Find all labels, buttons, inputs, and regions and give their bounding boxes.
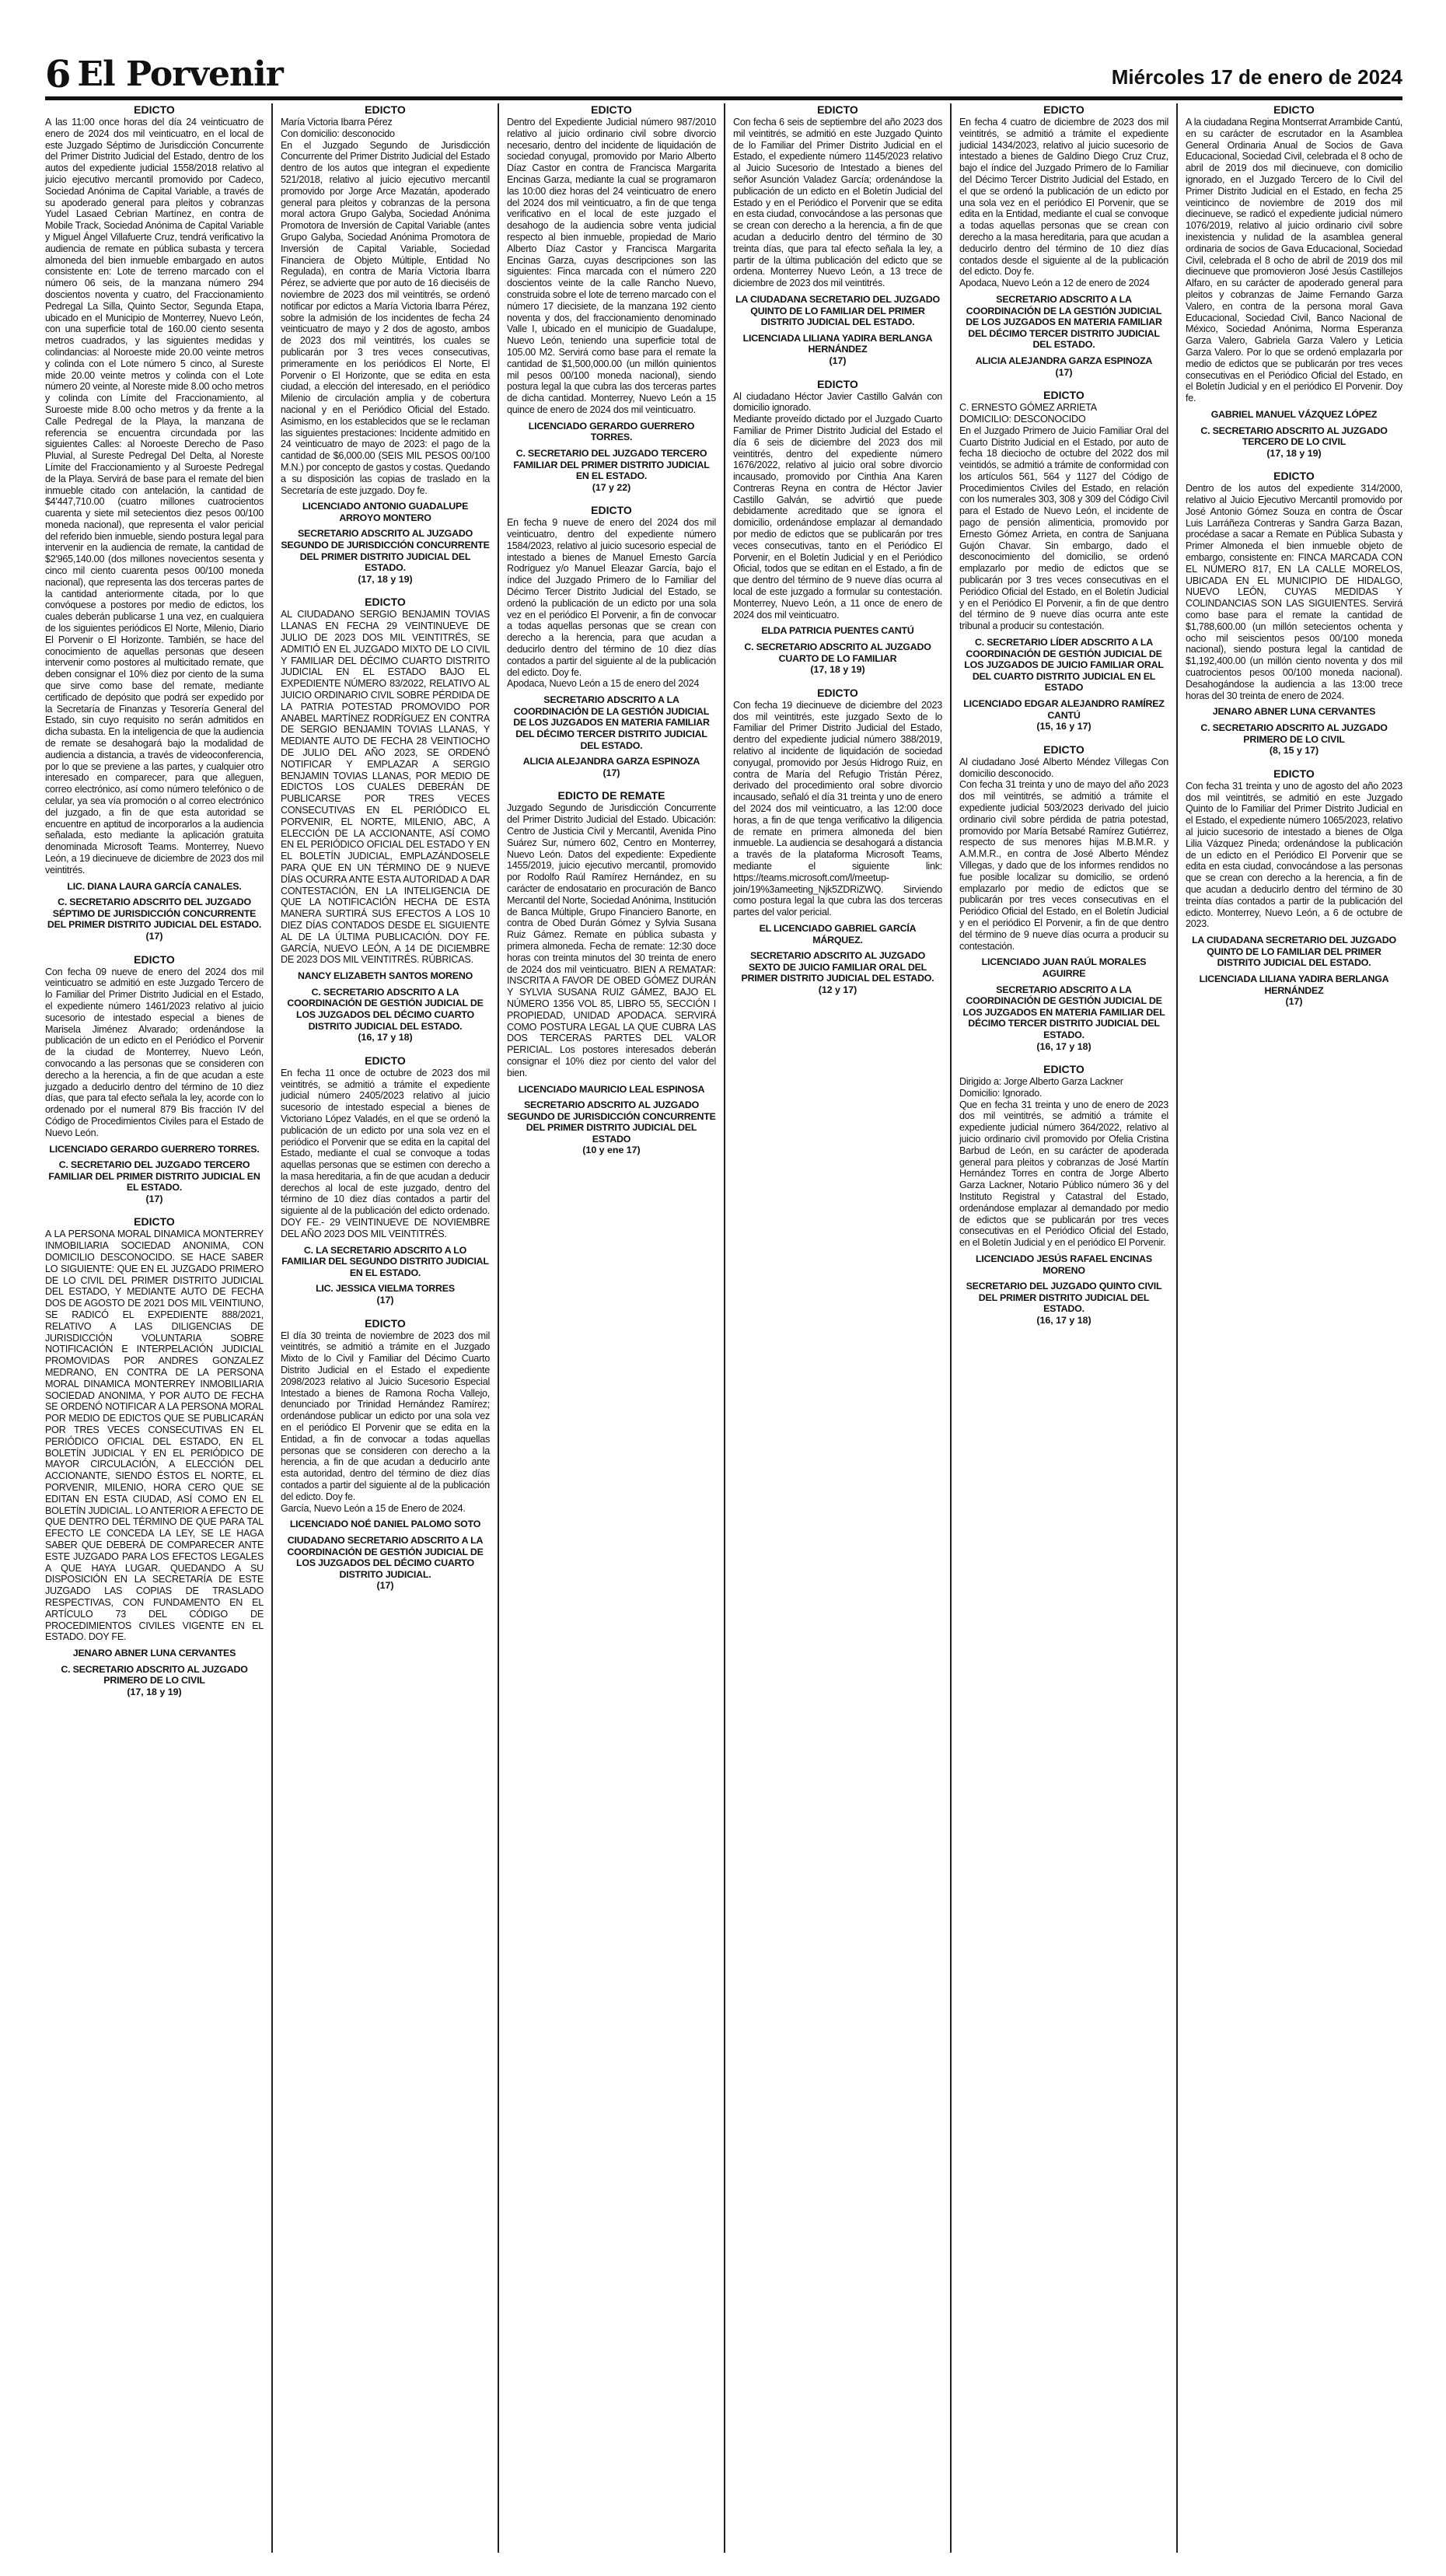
notice-signature: C. SECRETARIO ADSCRITO AL JUZGADO TERCERO DE LO CIVIL <box>1200 425 1388 448</box>
notice-paragraph: DOMICILIO: DESCONOCIDO <box>959 413 1086 425</box>
notice-title: EDICTO <box>1043 389 1084 402</box>
notice-paragraph: Con fecha 31 treinta y uno de mayo del año 2023 dos mil veintitrés, se admitió a trámite el expediente judicial 503/2023 derivado del juicio ordinario civil sobre pérdida de patria potestad, promovido por María Betsabé Ramírez Gutiérrez, respecto de sus menores hijas M.B.M.R. y A.M.M.R., en contra de José Alberto Méndez Villegas, y dado que de los informes rendidos no fue posible localizar su domicilio, se ordenó emplazarlo por medio de edictos que se publicarán por tres veces consecutivas en el Periódico Oficial del Estado, en el Boletín Judicial y en el periódico El Porvenir, a fin de que dentro del término de 9 nueve días ocurra a producir su contestación. <box>959 779 1168 952</box>
notice-signature: C. LA SECRETARIO ADSCRITO A LO FAMILIAR DEL SEGUNDO DISTRITO JUDICIAL EN EL ESTADO. <box>281 1244 489 1278</box>
publication-dates: (16, 17 y 18) <box>1036 1315 1091 1326</box>
notice-signature: LIC. JESSICA VIELMA TORRES <box>316 1283 455 1295</box>
notice-paragraph: Con fecha 31 treinta y uno de agosto del año 2023 dos mil veintitrés, se admitió en este Juzgado Quinto de lo Familiar del Primer Distrito Judicial en el Estado, el expediente número 1065/2023, relativo al juicio sucesorio de intestado a bienes de Olga Lilia Vázquez Pineda; ordenándose la publicación de un edicto en el Periódico El Porvenir que se edita en esta ciudad, convocándose a las personas que se crean con derecho a la herencia, a fin de que acudan a deducirlo dentro del término de 30 treinta días contados a partir de la publicación del edicto. Monterrey, Nuevo León, a 6 de octubre de 2023. <box>1186 780 1402 930</box>
notice-title: EDICTO <box>134 952 175 966</box>
notice-signature: LICENCIADO JUAN RAÚL MORALES AGUIRRE <box>981 956 1147 979</box>
notice-signature: C. SECRETARIO ADSCRITO A LA COORDINACIÓN DE GESTIÓN JUDICIAL DE LOS JUZGADOS DEL DÉCIMO CUARTO DISTRITO JUDICIAL DEL ESTADO. <box>287 986 484 1032</box>
legal-notice <box>507 504 716 778</box>
legal-notice <box>281 103 490 585</box>
notice-title: EDICTO <box>817 103 858 116</box>
publication-dates: (17) <box>376 1580 394 1592</box>
legal-notice <box>733 378 942 676</box>
notice-paragraph: En fecha 9 nueve de enero del 2024 dos mil veinticuatro, dentro del expediente número 1584/2023, relativo al juicio sucesorio especial de intestado a bienes de Manuel Ernesto García Rodríguez y/o Manuel Eleazar García, bajo el índice del Juzgado Primero de lo Familiar del Décimo Tercer Distrito Judicial del Estado, se ordenó la publicación de un edicto por una sola vez en el periódico El Porvenir, a fin de convocar a todas aquellas personas que se crean con derecho a la herencia, para que acudan a deducirlo dentro del término de 10 diez días contados a partir del siguiente al de la publicación del edicto. Doy fe. <box>507 517 716 678</box>
notice-signature: ALICIA ALEJANDRA GARZA ESPINOZA <box>975 355 1153 366</box>
notice-paragraph: María Victoria Ibarra Pérez <box>281 117 393 128</box>
legal-notice <box>507 789 716 1156</box>
notice-paragraph: García, Nuevo León a 15 de Enero de 2024. <box>281 1502 466 1514</box>
notice-signature: SECRETARIO ADSCRITO A LA COORDINACIÓN DE GESTIÓN JUDICIAL DE LOS JUZGADOS EN MATERIA FAMILIAR DEL DÉCIMO TERCER DISTRITO JUDICIAL DEL ESTADO. <box>962 984 1165 1040</box>
legal-notice <box>281 596 490 1043</box>
notice-paragraph: Juzgado Segundo de Jurisdicción Concurrente del Primer Distrito Judicial del Estado. Ubicación: Centro de Justicia Civil y Mercantil, Avenida Pino Suárez Sur, número 602, Centro en Monterrey, Nuevo León. Datos del expediente: Expediente 1455/2019, juicio ejecutivo mercantil, promovido por Rodolfo Raúl Ramírez Hernández, en su carácter de endosatario en procuración de Banco Mercantil del Norte, Sociedad Anónima, Institución de Banca Múltiple, Grupo Financiero Banorte, en contra de Obed Durán Gómez y Sylvia Susana Ruiz Gámez. Remate en pública subasta y primera almoneda. Fecha de remate: 12:30 doce horas con treinta minutos del 30 treinta de enero de 2024 dos mil veinticuatro. BIEN A REMATAR: INSCRITA A FAVOR DE OBED GÓMEZ DURÁN Y SYLVIA SUSANA RUIZ GÁMEZ, BAJO EL NÚMERO 1356 VOL 85, LIBRO 55, SECCIÓN I PROPIEDAD, UNIDAD APODACA. SERVIRÁ COMO POSTURA LEGAL LA QUE CUBRA LAS DOS TERCERAS PARTES DEL VALOR PERICIAL. Los postores interesados deberán consignar el 10% diez por ciento del valor del bien. <box>507 802 716 1078</box>
notice-paragraph: Dentro del Expediente Judicial número 987/2010 relativo al juicio ordinario civil sobre divorcio necesario, dentro del incidente de liquidación de sociedad conyugal, promovido por Mario Alberto Díaz Castor en contra de Francisca Margarita Encinas Garza, mediante la cual se programaron las 10:00 diez horas del 24 veinticuatro de enero del 2024 dos mil veinticuatro, a fin de que tenga verificativo en el local de este juzgado el desahogo de la audiencia sobre venta judicial respecto al bien inmueble, propiedad de Mario Alberto Díaz Castor y Francisca Margarita Encinas Garza, cuyas descripciones son las siguientes: Finca marcada con el número 220 doscientos veinte de la calle Rancho Nuevo, construida sobre el lote de terreno marcado con el número 17 diecisiete, de la manzana 192 ciento noventa y dos, del fraccionamiento denominado Valle I, ubicado en el municipio de Guadalupe, Nuevo León, teniendo una superficie total de 105.00 M2. Servirá como base para el remate la cantidad de $1,500,000.00 (un millón quinientos mil pesos 00/100 moneda nacional), siendo postura legal la que cubra las dos terceras partes de dicha cantidad. Monterrey, Nuevo León a 15 quince de enero de 2024 dos mil veinticuatro. <box>507 117 716 415</box>
legal-notice <box>45 953 264 1205</box>
publication-dates: (17) <box>145 930 163 942</box>
notice-paragraph: Dentro de los autos del expediente 314/2000, relativo al Juicio Ejecutivo Mercantil promovido por José Antonio Gómez Souza en contra de Óscar Luis Larráñeza Contreras y Sandra Garza Bazan, procédase a sacar a Remate en Pública Subasta y Primer Almoneda el bien inmueble objeto de embargo, consistente en: FINCA MARCADA CON EL NÚMERO 817, EN LA CALLE MORELOS, UBICADA EN EL MUNICIPIO DE HIDALGO, NUEVO LEÓN, CUYAS MEDIDAS Y COLINDANCIAS SON LAS SIGUIENTES. Servirá como base para el remate la cantidad de $1,788,600.00 (un millón setecientos ochenta y ocho mil seiscientos pesos 00/100 moneda nacional), siendo postura legal la cantidad de $1,192,400.00 (un millón ciento noventa y dos mil cuatrocientos pesos 00/100 moneda nacional). Desahogándose la audiencia a las 13:00 trece horas del 30 treinta de enero de 2024. <box>1186 483 1402 701</box>
notice-signature: C. SECRETARIO ADSCRITO DEL JUZGADO SÉPTIMO DE JURISDICCIÓN CONCURRENTE DEL PRIMER DISTRITO JUDICIAL DEL ESTADO. <box>47 897 262 931</box>
notice-title: EDICTO <box>1043 743 1084 756</box>
publication-dates: (16, 17 y 18) <box>1036 1040 1091 1052</box>
notice-signature: GABRIEL MANUEL VÁZQUEZ LÓPEZ <box>1210 408 1378 420</box>
notice-signature: EL LICENCIADO GABRIEL GARCÍA MÁRQUEZ. <box>759 922 917 945</box>
notice-signature: LICENCIADA LILIANA YADIRA BERLANGA HERNÁNDEZ <box>742 332 933 355</box>
notice-title: EDICTO <box>365 1054 406 1067</box>
publication-dates: (17, 18 y 19) <box>1266 447 1322 459</box>
publication-dates: (17) <box>602 767 620 778</box>
publication-dates: (17) <box>376 1295 394 1306</box>
legal-notice <box>45 1215 264 1697</box>
column-4 <box>724 103 950 2553</box>
notice-signature: LICENCIADO NOÉ DANIEL PALOMO SOTO <box>289 1519 481 1530</box>
notice-signature: C. SECRETARIO DEL JUZGADO TERCERO FAMILIAR DEL PRIMER DISTRITO JUDICIAL EN EL ESTADO. <box>48 1159 260 1194</box>
column-3 <box>498 103 724 2553</box>
notice-paragraph: Con domicilio: desconocido <box>281 128 395 139</box>
header-rule <box>45 96 1402 100</box>
legal-notice <box>281 1317 490 1592</box>
notice-signature: LA CIUDADANA SECRETARIO DEL JUZGADO QUINTO DE LO FAMILIAR DEL PRIMER DISTRITO JUDICIAL DEL ESTADO. <box>1192 935 1396 969</box>
publication-dates: (15, 16 y 17) <box>1036 721 1091 732</box>
notice-signature: JENARO ABNER LUNA CERVANTES <box>72 1648 236 1659</box>
legal-notice <box>959 743 1168 1052</box>
notice-title: EDICTO <box>134 1215 175 1229</box>
notice-title: EDICTO <box>365 596 406 609</box>
notice-title: EDICTO <box>134 103 175 116</box>
column-2 <box>271 103 498 2553</box>
notice-signature: LICENCIADO MAURICIO LEAL ESPINOSA <box>518 1083 705 1095</box>
notice-signature: SECRETARIO ADSCRITO A LA COORDINACIÓN DE LA GESTIÓN JUDICIAL DE LOS JUZGADOS EN MATERIA FAMILIAR DEL DÉCIMO TERCER DISTRITO JUDICIAL DEL ESTADO. <box>966 293 1162 351</box>
publication-dates: (17) <box>1285 996 1303 1008</box>
publication-dates: (8, 15 y 17) <box>1269 745 1319 757</box>
column-5 <box>950 103 1176 2553</box>
notice-signature: LA CIUDADANA SECRETARIO DEL JUZGADO QUINTO DE LO FAMILIAR DEL PRIMER DISTRITO JUDICIAL DEL ESTADO. <box>735 293 940 328</box>
notice-signature: C. SECRETARIO LÍDER ADSCRITO A LA COORDINACIÓN DE GESTIÓN JUDICIAL DE LOS JUZGADOS DE JUICIO FAMILIAR ORAL DEL CUARTO DISTRITO JUDICIAL EN EL ESTADO <box>964 637 1164 694</box>
publication-dates: (17, 18 y 19) <box>358 573 413 585</box>
notice-paragraph: En el Juzgado Primero de Juicio Familiar Oral del Cuarto Distrito Judicial en el Estado, por auto de fecha 18 dieciocho de octubre del 2022 dos mil veintidós, se admitió a trámite de conformidad con los artículos 561, 564 y 1127 del Código de Procedimientos Civiles del Estado, en relación con los numerales 303, 308 y 309 del Código Civil para el Estado de Nuevo León, el incidente de pago de pensión alimenticia, promovido por Ernesto Gómez Arrieta, en contra de Sanjuana Gujón Chavar. Sin embargo, dado el desconocimiento del domicilio, se ordenó emplazarlo por medio de edictos que se publicarán por 3 tres veces consecutivas en el Periódico Oficial del Estado, en el Boletín Judicial y en el Periódico El Porvenir, a fin de que dentro del término de 9 nueve días ocurra ante este tribunal a producir su contestación. <box>959 425 1168 632</box>
notice-title: EDICTO DE REMATE <box>557 789 665 802</box>
notice-signature: CIUDADANO SECRETARIO ADSCRITO A LA COORDINACIÓN DE GESTIÓN JUDICIAL DE LOS JUZGADOS DEL DÉCIMO CUARTO DISTRITO JUDICIAL. <box>287 1534 484 1580</box>
column-6 <box>1176 103 1402 2553</box>
brand <box>45 53 283 96</box>
notice-paragraph: En fecha 11 once de octubre de 2023 dos mil veintitrés, se admitió a trámite el expediente judicial número 2405/2023 relativo al juicio sucesorio de intestado especial a bienes de Victoriano López Valadés, en el que se ordenó la publicación de un edicto por una sola vez en el periódico el Porvenir que se edita en la capital del Estado, mediante el cual se convoque a todas aquellas personas que se estimen con derecho a la masa hereditaria, a fin de que acudan a deducir derechos al local de este juzgado, dentro del término de 10 diez días contados a partir del siguiente al de la publicación del edicto ordenado. DOY FE.- 29 VEINTINUEVE DE NOVIEMBRE DEL AÑO 2023 DOS MIL VEINTITRÉS. <box>281 1067 490 1239</box>
notice-title: EDICTO <box>365 103 406 116</box>
notice-signature: LICENCIADO ANTONIO GUADALUPE ARROYO MONTERO <box>302 501 469 523</box>
notice-signature: SECRETARIO ADSCRITO AL JUZGADO SEGUNDO DE JURISDICCIÓN CONCURRENTE DEL PRIMER DISTRITO JUDICIAL DEL ESTADO <box>507 1099 716 1145</box>
notice-paragraph: Al ciudadano José Alberto Méndez Villegas Con domicilio desconocido. <box>959 756 1168 779</box>
notice-paragraph: Domicilio: Ignorado. <box>959 1087 1043 1099</box>
notice-signature: LICENCIADO GERARDO GUERRERO TORRES. <box>49 1143 260 1155</box>
notice-paragraph: Al ciudadano Héctor Javier Castillo Galván con domicilio ignorado. <box>733 390 942 414</box>
publication-dates: (17) <box>829 355 847 366</box>
notice-title: EDICTO <box>1273 767 1315 780</box>
notice-signature: C. SECRETARIO ADSCRITO AL JUZGADO CUARTO DE LO FAMILIAR <box>744 641 931 664</box>
publication-dates: (10 y ene 17) <box>582 1145 641 1156</box>
publication-dates: (16, 17 y 18) <box>358 1032 413 1043</box>
notice-paragraph: Con fecha 6 seis de septiembre del año 2023 dos mil veintitrés, se admitió en este Juzgado Quinto de lo Familiar del Primer Distrito Judicial en el Estado, el expediente número 1145/2023 relativo al Juicio Sucesorio de Intestado a bienes del señor Asunción Valadez García; ordenándose la publicación de un edicto en el Boletín Judicial del Estado y en el Periódico el Porvenir que se edita en esta ciudad, convocándose a las personas que se crean con derecho a la herencia, a fin de que acudan a deducirlo dentro del término de 30 treinta días, que para tal efecto señala la ley, a partir de la última publicación del edicto que se ordena. Monterrey Nuevo León, a 13 trece de diciembre de 2023 dos mil veintitrés. <box>733 117 942 289</box>
legal-notice <box>1186 103 1402 459</box>
issue-date: Miércoles 17 de enero de 2024 <box>1111 65 1402 89</box>
notice-title: EDICTO <box>1273 470 1315 483</box>
page-number: 6 <box>45 53 70 96</box>
notice-signature: C. SECRETARIO ADSCRITO AL JUZGADO PRIMERO DE LO CIVIL <box>1200 722 1388 745</box>
legal-notice <box>959 1063 1168 1326</box>
notice-columns <box>45 103 1402 2553</box>
legal-notice <box>959 389 1168 732</box>
notice-title: EDICTO <box>365 1316 406 1330</box>
notice-signature: C. SECRETARIO ADSCRITO AL JUZGADO PRIMERO DE LO CIVIL <box>61 1663 248 1686</box>
legal-notice <box>733 687 942 996</box>
notice-signature: LICENCIADO JESÚS RAFAEL ENCINAS MORENO <box>976 1253 1152 1276</box>
legal-notice <box>507 103 716 493</box>
notice-paragraph: En el Juzgado Segundo de Jurisdicción Concurrente del Primer Distrito Judicial del Estado dentro de los autos que integran el expediente 521/2018, relativo al juicio ejecutivo mercantil promovido por Jorge Arce Mazatán, apoderado general para pleitos y cobranzas de la persona moral actora Grupo Galyba, Sociedad Anónima Promotora de Inversión de Capital Variable (antes Grupo Galyba, Sociedad Anónima Promotora de Inversión de Capital Variable, Sociedad Financiera de Objeto Múltiple, Entidad No Regulada), en contra de María Victoria Ibarra Pérez, se advierte que por auto de 16 dieciséis de noviembre de 2023 dos mil veintitrés, se ordenó notificar por edictos a María Victoria Ibarra Pérez, sobre la admisión de los incidentes de fecha 24 veinticuatro de mayo y 2 dos de agosto, ambos de 2023 dos mil veintitrés, los cuales se publicarán por 3 tres veces consecutivas, primeramente en los periódicos El Norte, El Porvenir o El Horizonte, que se edita en esta ciudad, a elección del interesado, en el periódico Milenio de circulación amplia y de cobertura nacional y en el Periódico Oficial del Estado. Asimismo, en los establecidos que se le reclaman las siguientes prestaciones: Incidente admitido en 24 veinticuatro de mayo de 2023: el pago de la cantidad de $6,000.00 (SEIS MIL PESOS 00/100 M.N.) por concepto de gastos y costas. Quedando a su disposición las copias de traslado en la Secretaría de este juzgado. Doy fe. <box>281 139 490 496</box>
publication-dates: (12 y 17) <box>818 984 857 995</box>
notice-paragraph: Apodaca, Nuevo León a 15 de enero del 2024 <box>507 678 700 690</box>
notice-paragraph: A las 11:00 once horas del día 24 veinticuatro de enero de 2024 dos mil veinticuatro, en el local de este Juzgado Séptimo de Jurisdicción Concurrente del Primer Distrito Judicial del Estado, dentro de los autos del expediente judicial 1558/2018 relativo al juicio ejecutivo mercantil promovido por Cadeco, Sociedad Anónima de Capital Variable, a través de su apoderado general para pleitos y cobranzas Yudel Lasaed Cebrian Martínez, en contra de Mobile Track, Sociedad Anónima de Capital Variable y Miguel Ángel Villafuerte Cruz, tendrá verificativo la audiencia de remate en pública subasta y tercera almoneda del bien inmueble embargado en autos consistente en: Lote de terreno marcado con el número 06 seis, de la manzana número 294 doscientos noventa y cuatro, del Fraccionamiento Pedregal La Silla, Quinto Sector, Segunda Etapa, ubicado en el Municipio de Monterrey, Nuevo León, con una superficie total de 160.00 ciento sesenta metros cuadrados, y las siguientes medidas y colindancias: al Noroeste mide 20.00 veinte metros y colinda con el Lote número 5 cinco, al Sureste mide 20.00 veinte metros y colinda con el Lote número 20 veinte, al Noreste mide 8.00 ocho metros y colinda con Límite del Fraccionamiento, al Suroeste mide 8.00 ocho metros y da frente a la Calle Pedregal de la Playa, la manzana de referencia se encuentra circundada por las siguientes Calles: al Noroeste Derecho de Paso Pluvial, al Sureste Pedregal Del Delta, al Noreste Límite del Fraccionamiento y al Suroeste Pedregal de la Playa. Servirá de base para el remate del bien inmueble citado con antelación, la cantidad de $4'447,710.00 (cuatro millones cuatrocientos cuarenta y siete mil setecientos diez pesos 00/100 moneda nacional), que representa el valor pericial del referido bien inmueble, siendo postura legal para intervenir en la audiencia de remate, la cantidad de $2'965,140.00 (dos millones novecientos sesenta y cinco mil ciento cuarenta pesos 00/100 moneda nacional), que representa las dos terceras partes de la cantidad anteriormente citada, por lo que convóquese a postores por medio de edictos, los cuales deberán publicarse 1 una vez, en cualquiera de los siguientes periódicos El Norte, Milenio, Diario El Porvenir o El Horizonte. También, se hace del conocimiento de aquellas personas que deseen intervenir como postores al multicitado remate, que deben consignar el 10% diez por ciento de la suma que sirve como base del remate, mediante certificado de depósito que podrá ser expedido por la Secretaría de Finanzas y Tesorería General del Estado, sin cuyo requisito no serán admitidos en dicha subasta. En la inteligencia de que la audiencia de remate se desahogará bajo la modalidad de audiencia a distancia, a través de videoconferencia, por lo que se previene a las partes, y cualquier otro interesado en comparecer, para que alleguen, correo electrónico, así como número telefónico o de celular, ya sea vía promoción o al correo electrónico del juzgado, a fin de que esta autoridad se encuentre en aptitud de incorporarlos a la audiencia señalada, esto mediante la aplicación gratuita denominada Microsoft Teams. Monterrey, Nuevo León, a 19 diecinueve de diciembre de 2023 dos mil veintitrés. <box>45 117 264 876</box>
notice-paragraph: C. ERNESTO GÓMEZ ARRIETA <box>959 402 1097 414</box>
notice-title: EDICTO <box>1043 1063 1084 1076</box>
notice-paragraph: Con fecha 19 diecinueve de diciembre del 2023 dos mil veintitrés, este juzgado Sexto de lo Familiar del Primer Distrito Judicial del Estado, dentro del expediente judicial número 388/2019, relativo al incidente de liquidación de sociedad conyugal, promovido por Jesús Hidrogo Ruiz, en contra de María del Refugio Tristán Pérez, derivado del procedimiento oral sobre divorcio incausado, señaló el día 31 treinta y uno de enero del 2024 dos mil veinticuatro, a las 12:00 doce horas, a fin de que tenga verificativo la diligencia de remate en primera almoneda del bien inmueble. La audiencia se desahogará a distancia a través de la plataforma Microsoft Teams, mediante el siguiente link: https://teams.microsoft.com/l/meetup-join/19%3ameeting_Njk5ZDRiZWQ. Sirviendo como postura legal la que cubra las dos terceras partes del valor pericial. <box>733 699 942 918</box>
column-1 <box>45 103 271 2553</box>
notice-signature: LICENCIADO EDGAR ALEJANDRO RAMÍREZ CANTÚ <box>963 698 1165 721</box>
notice-signature: JENARO ABNER LUNA CERVANTES <box>1212 706 1376 718</box>
masthead <box>45 45 1402 96</box>
notice-paragraph: Apodaca, Nuevo León a 12 de enero de 2024 <box>959 278 1150 289</box>
notice-signature: LICENCIADA LILIANA YADIRA BERLANGA HERNÁNDEZ <box>1199 973 1389 996</box>
legal-notice <box>281 1054 490 1306</box>
notice-title: EDICTO <box>817 377 858 390</box>
legal-notice <box>1186 767 1402 1008</box>
notice-signature: LICENCIADO GERARDO GUERRERO TORRES. <box>528 420 695 443</box>
notice-signature: C. SECRETARIO DEL JUZGADO TERCERO FAMILIAR DEL PRIMER DISTRITO JUDICIAL EN EL ESTADO. <box>513 447 710 482</box>
notice-paragraph: AL CIUDADANO SERGIO BENJAMIN TOVIAS LLANAS EN FECHA 29 VEINTINUEVE DE JULIO DE 2023 DOS MIL VEINTITRÉS, SE ADMITIÓ EN EL JUZGADO MIXTO DE LO CIVIL Y FAMILIAR DEL DÉCIMO CUARTO DISTRITO JUDICIAL EN EL ESTADO BAJO EL EXPEDIENTE NÚMERO 83/2022, RELATIVO AL JUICIO ORDINARIO CIVIL SOBRE PÉRDIDA DE LA PATRIA POTESTAD PROMOVIDO POR ANABEL MARTÍNEZ RODRÍGUEZ EN CONTRA DE SERGIO BENJAMIN TOVIAS LLANAS, Y MEDIANTE AUTO DE FECHA 28 VEINTIOCHO DE JULIO DEL AÑO 2023, SE ORDENÓ NOTIFICAR Y EMPLAZAR A SERGIO BENJAMIN TOVIAS LLANAS, POR MEDIO DE EDICTOS LOS CUALES DEBERÁN DE PUBLICARSE POR TRES VECES CONSECUTIVAS EN EL PERIÓDICO EL PORVENIR, EL NORTE, MILENIO, ABC, A ELECCIÓN DE LA ACCIONANTE, ASÍ COMO EN EL PERIÓDICO OFICIAL DEL ESTADO Y EN EL BOLETÍN JUDICIAL, EMPLAZÁNDOSELE PARA QUE EN UN TÉRMINO DE 9 NUEVE DÍAS OCURRA ANTE ESTA AUTORIDAD A DAR CONTESTACIÓN, EN LA INTELIGENCIA DE QUE LA NOTIFICACIÓN HECHA DE ESTA MANERA SURTIRÁ SUS EFECTOS A LOS 10 DIEZ DÍAS CONTADOS DESDE EL SIGUIENTE AL DE LA ÚLTIMA PUBLICACIÓN. DOY FE. GARCÍA, NUEVO LEÓN, A 14 DE DICIEMBRE DE 2023 DOS MIL VEINTITRÉS. RÚBRICAS. <box>281 609 490 966</box>
notice-signature: NANCY ELIZABETH SANTOS MORENO <box>297 970 473 982</box>
legal-notice <box>959 103 1168 378</box>
notice-signature: ALICIA ALEJANDRA GARZA ESPINOZA <box>522 756 700 767</box>
notice-signature: ELDA PATRICIA PUENTES CANTÚ <box>761 625 914 637</box>
notice-title: EDICTO <box>591 504 632 517</box>
newspaper-logo: El Porvenir <box>77 54 283 94</box>
notice-signature: SECRETARIO ADSCRITO AL JUZGADO SEGUNDO DE JURISDICCIÓN CONCURRENTE DEL PRIMER DISTRITO JUDICIAL DEL ESTADO. <box>281 528 490 574</box>
notice-signature: LIC. DIANA LAURA GARCÍA CANALES. <box>67 880 242 892</box>
publication-dates: (17) <box>145 1193 163 1204</box>
notice-signature: SECRETARIO ADSCRITO A LA COORDINACIÓN DE LA GESTIÓN JUDICIAL DE LOS JUZGADOS EN MATERIA FAMILIAR DEL DÉCIMO TERCER DISTRITO JUDICIAL DEL ESTADO. <box>513 694 710 751</box>
notice-paragraph: A la ciudadana Regina Montserrat Arrambide Cantú, en su carácter de escrutador en la Asamblea General Ordinaria Anual de Socios de Gava Educacional, Sociedad Civil, celebrada el 8 ocho de abril de 2019 dos mil diecinueve, con domicilio ignorado, en el Juzgado Tercero de lo Civil del Primer Distrito Judicial en el Estado, en fecha 25 veinticinco de noviembre de 2019 dos mil diecinueve, se radicó el expediente judicial número 1076/2019, relativo al juicio ordinario civil sobre inexistencia y nulidad de la asamblea general ordinaria de socios de Gava Educacional, Sociedad Civil, celebrada el 8 ocho de abril de 2019 dos mil diecinueve que promovieron José Jesús Castillejos Alfaro, en su carácter de apoderado general para pleitos y cobranzas de Jaime Fernando Garza Valero, en contra de la persona moral Gava Educacional, Sociedad Civil, Banco Nacional de México, Sociedad Anónima, Norma Esperanza Garza Valero, Gabriela Garza Valero y Leticia Garza Valero. Por lo que se ordenó emplazarla por medio de edictos que se publicarán por tres veces consecutivas en el Periódico Oficial del Estado, en el Boletín Judicial y en el periódico El Porvenir. Doy fe. <box>1186 117 1402 404</box>
notice-paragraph: A LA PERSONA MORAL DINAMICA MONTERREY INMOBILIARIA SOCIEDAD ANONIMA, CON DOMICILIO DESCONOCIDO. SE HACE SABER LO SIGUIENTE: QUE EN EL JUZGADO PRIMERO DE LO CIVIL DEL PRIMER DISTRITO JUDICIAL DEL ESTADO, Y MEDIANTE AUTO DE FECHA DOS DE AGOSTO DE 2021 DOS MIL VEINTIUNO, SE RADICÓ EL EXPEDIENTE 888/2021, RELATIVO A LAS DILIGENCIAS DE JURISDICCIÓN VOLUNTARIA SOBRE NOTIFICACIÓN E INTERPELACIÓN JUDICIAL PROMOVIDAS POR ANDRES GONZALEZ MEDRANO, EN CONTRA DE LA PERSONA MORAL DINAMICA MONTERREY INMOBILIARIA SOCIEDAD ANONIMA, Y POR AUTO DE FECHA SE ORDENÓ NOTIFICAR A LA PERSONA MORAL POR MEDIO DE EDICTOS QUE SE PUBLICARÁN POR TRES VECES CONSECUTIVAS EN EL PERIÓDICO OFICIAL DEL ESTADO, EN EL BOLETÍN JUDICIAL Y EN EL PERIÓDICO DE MAYOR CIRCULACIÓN, A ELECCIÓN DEL ACCIONANTE, SIENDO ÉSTOS EL NORTE, EL PORVENIR, MILENIO, HORA CERO QUE SE EDITAN EN ESTA CIUDAD, ASÍ COMO EN EL BOLETÍN JUDICIAL. LO ANTERIOR A EFECTO DE QUE DENTRO DEL TÉRMINO DE QUE PARA TAL EFECTO LE CONCEDA LA LEY, SE LE HAGA SABER QUE DEBERÁ DE COMPARECER ANTE ESTE JUZGADO PARA LOS EFECTOS LEGALES A QUE HAYA LUGAR. QUEDANDO A SU DISPOSICIÓN EN LA SECRETARÍA DE ESTE JUZGADO LAS COPIAS DE TRASLADO RESPECTIVAS, CON FUNDAMENTO EN EL ARTÍCULO 73 DEL CÓDIGO DE PROCEDIMIENTOS CIVILES VIGENTE EN EL ESTADO. DOY FE. <box>45 1229 264 1643</box>
notice-paragraph: Mediante proveído dictado por el Juzgado Cuarto Familiar de Primer Distrito Judicial del Estado el día 6 seis de diciembre del 2023 dos mil veintitrés, dentro del expediente número 1676/2022, relativo al juicio oral sobre divorcio incausado, promovido por Cinthia Ana Karen Contreras Reyna en contra de Héctor Javier Castillo Galván, se advirtió que puede debidamente acreditado que se ignora el domicilio, ordenándose emplazar al demandado por medio de edictos que se publicarán por tres veces consecutivas, tanto en el Periódico El Porvenir, en el Boletín Judicial y en el Periódico Oficial, todos que se editan en el Estado, a fin de que dentro del término de 9 nueve días ocurra al local de este juzgado a formular su contestación. Monterrey, Nuevo León, a 11 once de enero de 2024 dos mil veinticuatro. <box>733 414 942 620</box>
publication-dates: (17 y 22) <box>592 481 631 493</box>
legal-notice <box>1186 470 1402 757</box>
legal-notice <box>733 103 942 367</box>
legal-notice <box>45 103 264 942</box>
notice-signature: SECRETARIO DEL JUZGADO QUINTO CIVIL DEL PRIMER DISTRITO JUDICIAL DEL ESTADO. <box>966 1281 1162 1315</box>
publication-dates: (17, 18 y 19) <box>127 1686 182 1697</box>
notice-title: EDICTO <box>817 686 858 699</box>
notice-paragraph: El día 30 treinta de noviembre de 2023 dos mil veintitrés, se admitió a trámite en el Juzgado Mixto de lo Civil y Familiar del Décimo Cuarto Distrito Judicial en el Estado el expediente 2098/2023 relativo al Juicio Sucesorio Especial Intestado a bienes de Ramona Rocha Vallejo, denunciado por Trinidad Hernández Ramírez; ordenándose publicar un edicto por una sola vez en el periódico El Porvenir que se edita en la Entidad, a fin de convocar a todas aquellas personas que se consideren con derecho a la herencia, a fin de que acudan a deducirlo ante esta autoridad, dentro del término de diez días contados a partir del siguiente al de la publicación del edicto. Doy fe. <box>281 1330 490 1502</box>
notice-paragraph: Que en fecha 31 treinta y uno de enero de 2023 dos mil veintitrés, se admitió a trámite el expediente judicial número 364/2022, relativo al juicio ordinario civil promovido por Ofelia Cristina Barbud de León, en su carácter de apoderada general para pleitos y cobranzas de José Martín Hernández Torres en contra de Jorge Alberto Garza Lackner, Notario Público número 36 y del Instituto Registral y Catastral del Estado, ordenándose emplazar al demandado por medio de edictos que se publicarán por tres veces consecutivas en el Periódico Oficial del Estado, en el Boletín Judicial y en el periódico El Porvenir. <box>959 1099 1168 1249</box>
notice-paragraph: En fecha 4 cuatro de diciembre de 2023 dos mil veintitrés, se admitió a trámite el expediente judicial 1434/2023, relativo al juicio sucesorio de intestado a bienes de Galdino Diego Cruz Cruz, bajo el índice del Juzgado Primero de lo Familiar del Décimo Tercer Distrito Judicial del Estado, en el que se ordenó la publicación de un edicto por una sola vez en el periódico El Porvenir, que se edita en la Entidad, mediante el cual se convoque a todas aquellas personas que se crean con derecho a la masa hereditaria, para que acudan a deducirlo dentro del término de 10 diez días contados desde el siguiente al de la publicación del edicto. Doy fe. <box>959 117 1168 278</box>
publication-dates: (17) <box>1055 366 1073 378</box>
notice-paragraph: Dirigido a: Jorge Alberto Garza Lackner <box>959 1076 1123 1088</box>
publication-dates: (17, 18 y 19) <box>810 664 865 676</box>
notice-paragraph: Con fecha 09 nueve de enero del 2024 dos mil veinticuatro se admitió en este Juzgado Tercero de lo Familiar del Primer Distrito Judicial en el Estado, el expediente número 1461/2023 relativo al juicio sucesorio de intestado especial a bienes de Marisela Jiménez Alvarado; ordenándose la publicación de un edicto en el Periódico el Porvenir de la ciudad de Monterrey, Nuevo León, convocando a las personas que se consideren con derecho a la herencia, a fin de que acudan a este juzgado a deducirlo dentro del término de 10 diez días, que para tal efecto señala la ley, acorde con lo ordenado por el numeral 879 Bis fracción IV del Código de Procedimientos Civiles para el Estado de Nuevo León. <box>45 966 264 1138</box>
notice-title: EDICTO <box>1273 103 1315 116</box>
notice-title: EDICTO <box>1043 103 1084 116</box>
notice-signature: SECRETARIO ADSCRITO AL JUZGADO SEXTO DE JUICIO FAMILIAR ORAL DEL PRIMER DISTRITO JUDICIAL DEL ESTADO. <box>741 950 934 984</box>
notice-title: EDICTO <box>591 103 632 116</box>
